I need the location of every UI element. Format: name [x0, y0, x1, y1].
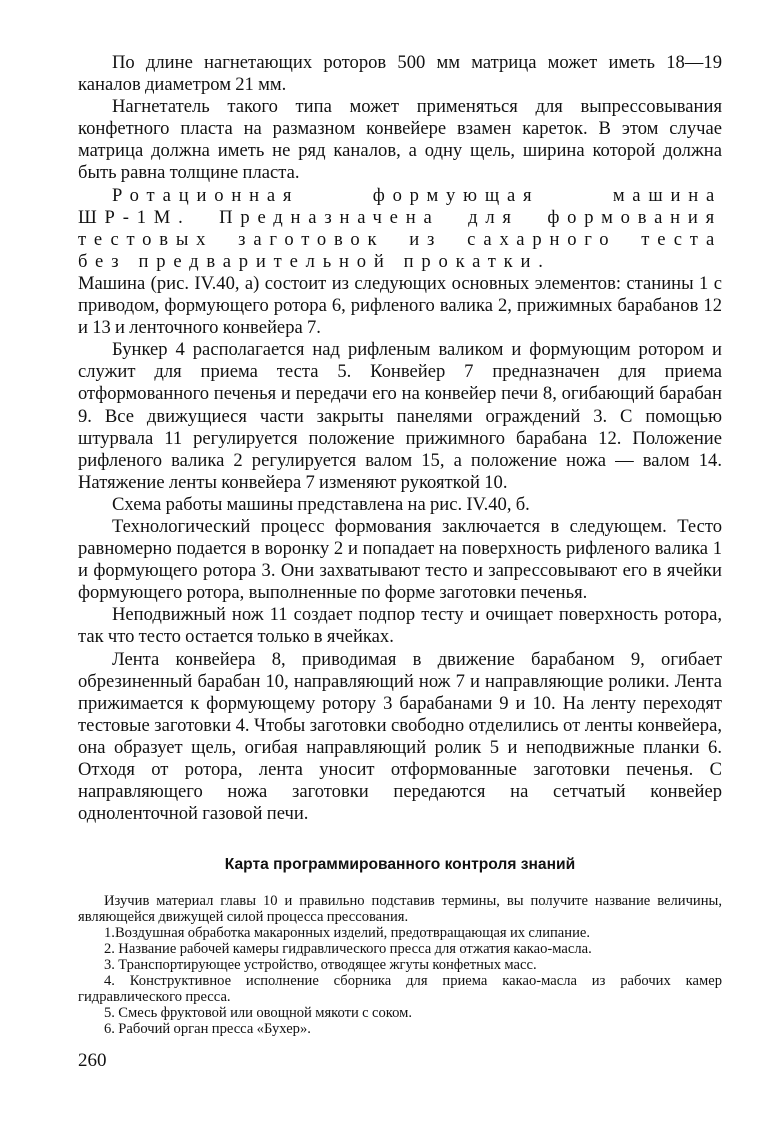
term-tech-process: Технологический процесс формования заключается в следующем. Тесто равномерно подается в воронку 2 и попадает на поверхность рифленого валика 1 и формующего ротора 3. Они захватывают тесто и запрессовывают его в ячейки формующего ротора, выполненные по форме заготовки печенья. [78, 515, 722, 604]
knowledge-card [78, 894, 722, 1037]
page-number: 260 [78, 1050, 107, 1071]
page-content [78, 52, 722, 1037]
paragraph-7 [78, 516, 722, 604]
paragraph-3 [78, 185, 722, 273]
paragraph-9: Лента конвейера 8, приводимая в движение барабаном 9, огибает обрезиненный барабан 10, направляющий нож 7 и направляющие ролики. Лента прижимается к формующему ротору 3 барабанами 9 и 10. На ленту переходят тестовые заготовки 4. Чтобы заготовки свободно отделились от ленты конвейера, она образует щель, огибая направляющий ролик 5 и неподвижные планки 6. Отходя от ротора, лента уносит отформованные заготовки печенья. С направляющего ножа заготовки передаются на сетчатый конвейер одноленточной газовой печи. [78, 648, 722, 825]
paragraph-8: Неподвижный нож 11 создает подпор тесту и очищает поверхность ротора, так что тесто остается только в ячейках. [78, 604, 722, 648]
main-text [78, 52, 722, 825]
paragraph-5: Бункер 4 располагается над рифленым валиком и формующим ротором и служит для приема теста 5. Конвейер 7 предназначен для приема отформованного печенья и передачи его на конвейер печи 8, огибающий барабан 9. Все движущиеся части закрыты панелями ограждений 3. С помощью штурвала 11 регулируется положение прижимного барабана 12. Положение рифленого валика 2 регулируется валом 15, а положение ножа — валом 14. Натяжение ленты конвейера 7 изменяют рукояткой 10. [78, 339, 722, 493]
paragraph-1: По длине нагнетающих роторов 500 мм матрица может иметь 18—19 каналов диаметром 21 мм. [78, 52, 722, 96]
card-item: 1.Воздушная обработка макаронных изделий, предотвращающая их слипание. [104, 925, 591, 942]
card-intro: Изучив материал главы 10 и правильно подставив термины, вы получите название величины, являющейся движущей силой процесса прессования. [78, 893, 722, 926]
paragraph-4: Машина (рис. IV.40, а) состоит из следующих основных элементов: станины 1 с приводом, формующего ротора 6, рифленого валика 2, прижимных барабанов 12 и 13 и ленточного конвейера 7. [78, 272, 722, 339]
section-heading-rotary-machine: Ротационная формующая машина ШР-1М. Предназначена для формования тестовых заготовок из сахарного теста без предварительной прокатки. [78, 184, 722, 272]
paragraph-2: Нагнетатель такого типа может применяться для выпрессовывания конфетного пласта на размазном конвейере взамен кареток. В этом случае матрица должна иметь не ряд каналов, а одну щель, ширина которой должна быть равна толщине пласта. [78, 96, 722, 184]
card-item: 3. Транспортирующее устройство, отводящее жгуты конфетных масс. [104, 956, 537, 973]
knowledge-card-title: Карта программированного контроля знаний [224, 856, 576, 874]
card-item: 5. Смесь фруктовой или овощной мякоти с соком. [104, 1004, 412, 1021]
card-item: 4. Конструктивное исполнение сборника для приема какао-масла из рабочих камер гидравлического пресса. [78, 972, 722, 1005]
card-item: 2. Название рабочей камеры гидравлического пресса для отжатия какао-масла. [104, 941, 592, 957]
paragraph-6: Схема работы машины представлена на рис. IV.40, б. [112, 493, 530, 515]
card-item: 6. Рабочий орган пресса «Бухер». [104, 1020, 311, 1037]
